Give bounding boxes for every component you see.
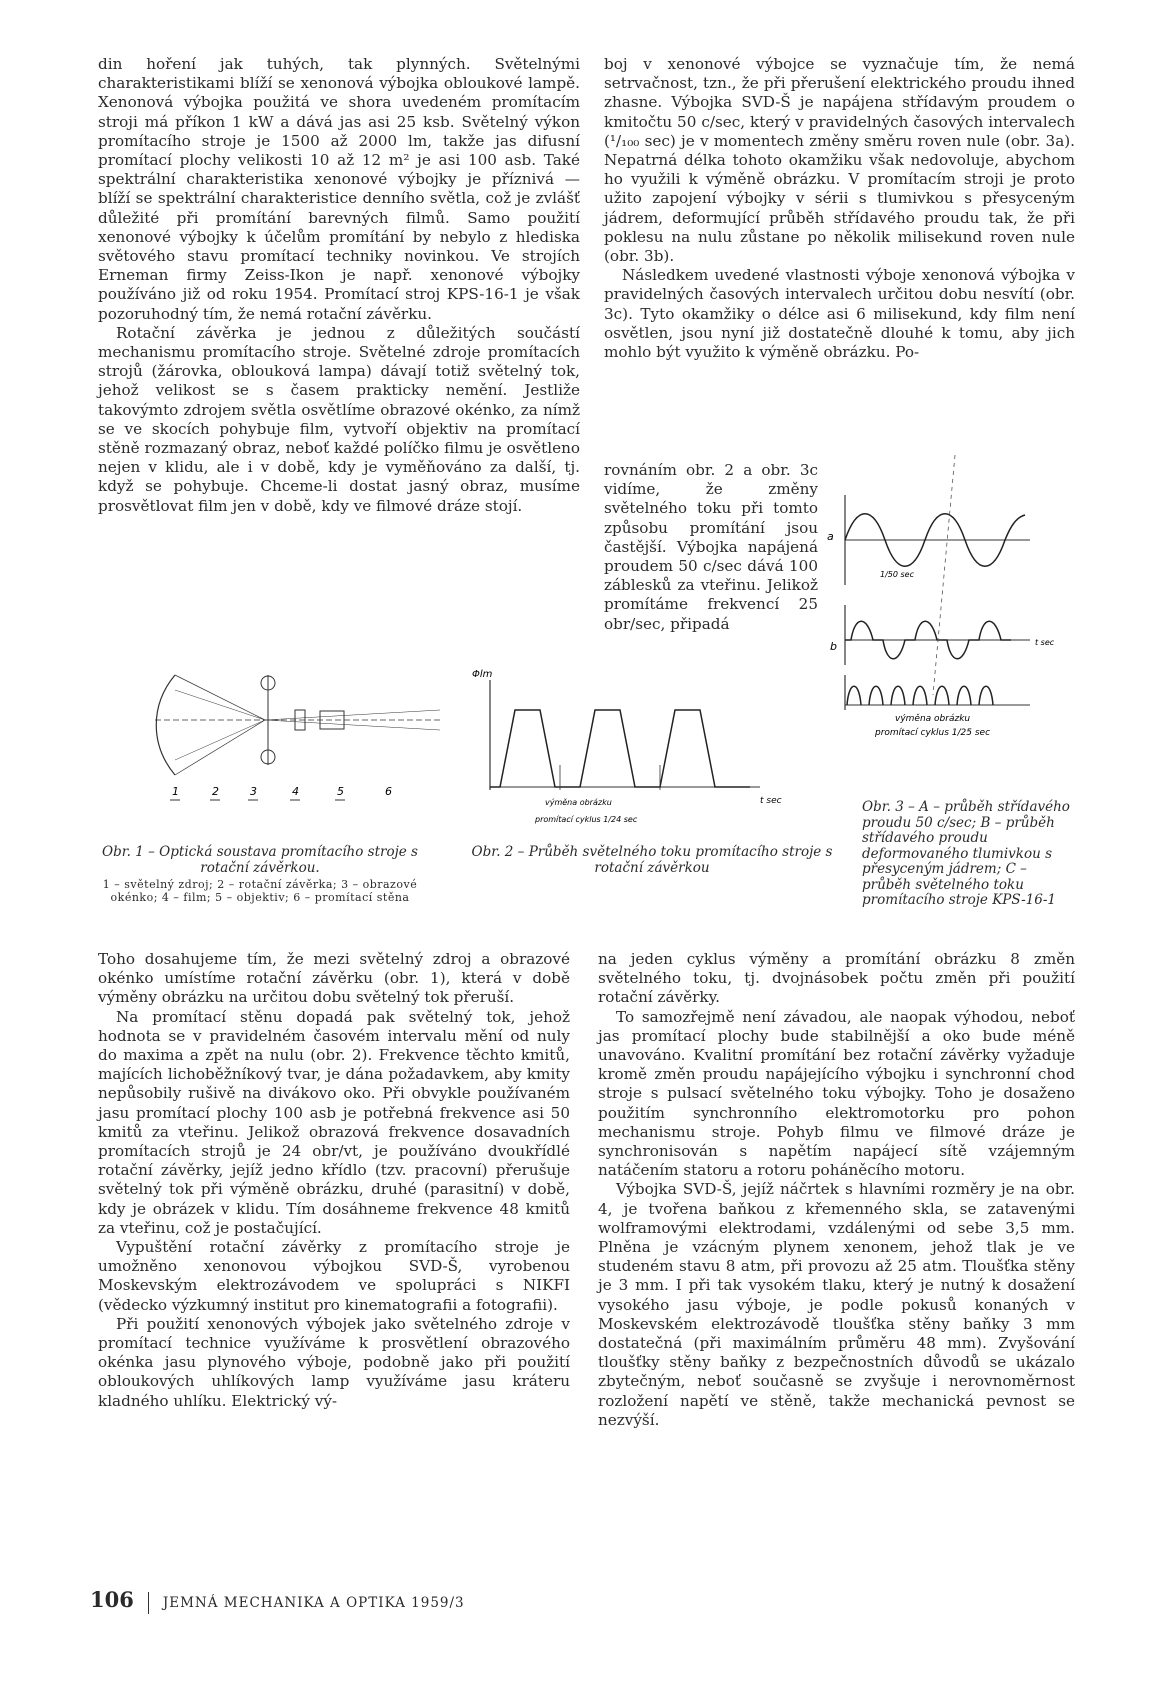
fig3-cycle-label: promítací cyklus 1/25 sec: [875, 728, 991, 738]
page-number: 106: [90, 1587, 134, 1612]
page-footer: [90, 1587, 465, 1614]
paragraph: rovnáním obr. 2 a obr. 3c vidíme, že změny světelného toku při tomto způsobu promítání jsou častější. Výbojka napájená proudem 50 c/sec dává 100 záblesků za vteřinu. Jelikož promítáme frekvencí 25 obr/sec, připadá: [604, 461, 818, 633]
fig1-label-6: 6: [385, 785, 392, 798]
fig1-label-2: 2: [212, 785, 219, 798]
fig3-change-label: výměna obrázku: [895, 714, 971, 724]
fig2-t-label: t sec: [760, 796, 782, 806]
figure-1-caption: Obr. 1 – Optická soustava promítacího stroje s rotační závěrkou.: [102, 844, 418, 876]
figure-1-diagram: [140, 665, 450, 825]
fig2-change-label: výměna obrázku: [545, 798, 612, 807]
figure-2-caption: Obr. 2 – Průběh světelného toku promítacího stroje s rotační závěrkou: [471, 844, 833, 876]
paragraph: Toho dosahujeme tím, že mezi světelný zdroj a obrazové okénko umístíme rotační závěrku (obr. 1), která v době výměny obrázku na určitou dobu světelný tok přeruší.: [98, 950, 570, 1007]
paragraph: Vypuštění rotační závěrky z promítacího stroje je umožněno xenonovou výbojkou SVD-Š, vyrobenou Moskevským elektrozávodem ve spolupráci s NIKFI (vědecko výzkumný institut pro kinematografii a fotografii).: [98, 1238, 570, 1314]
figure-3-diagram: [825, 455, 1075, 790]
paragraph: To samozřejmě není závadou, ale naopak výhodou, neboť jas promítací plochy bude stabilnější a oko bude méně unavováno. Kvalitní promítání bez rotační závěrky vyžaduje kromě změn proudu napájejícího výbojku i synchronní chod stroje s pulsací světelného toku výbojky. Toho je dosaženo použitím synchronního elektromotorku pro pohon mechanismu stroje. Pohyb filmu ve filmové dráze je synchronisován s napětím napájecí sítě vzájemným natáčením statoru a rotoru poháněcího motoru.: [598, 1007, 1075, 1180]
paragraph: na jeden cyklus výměny a promítání obrázku 8 změn světelného toku, tj. dvojnásobek počtu změn při použití rotační závěrky.: [598, 950, 1075, 1007]
paragraph: Při použití xenonových výbojek jako světelného zdroje v promítací technice využíváme k prosvětlení obrazového okénka jasu plynového výboje, podobně jako při použití obloukových uhlíkových lamp využíváme jasu kráteru kladného uhlíku. Elektrický vý-: [98, 1314, 570, 1410]
fig1-label-5: 5: [337, 785, 344, 798]
paragraph: boj v xenonové výbojce se vyznačuje tím, že nemá setrvačnost, tzn., že při přerušení elektrického proudu ihned zhasne. Výbojka SVD-Š je napájena střídavým proudem o kmitočtu 50 c/sec, který v pravidelných časových intervalech (¹/₁₀₀ sec) je v momentech změny směru roven nule (obr. 3a). Nepatrná délka tohoto okamžiku však nedovoluje, abychom ho využili k výměně obrázku. V promítacím stroji je proto užito zapojení výbojky v sérii s tlumivkou s přesyceným jádrem, deformující průběh střídavého proudu tak, že při poklesu na nulu zůstane po několik milisekund roven nule (obr. 3b).: [604, 55, 1075, 266]
paragraph: Následkem uvedené vlastnosti výboje xenonová výbojka v pravidelných časových intervalech určitou dobu nesvítí (obr. 3c). Tyto okamžiky o délce asi 6 milisekund, kdy film není osvětlen, jsou nyní již dostatečně dlouhé k tomu, aby jich mohlo být využito k výměně obrázku. Po-: [604, 266, 1075, 362]
text-column-bottom-right: [598, 950, 1075, 1430]
figure-2-diagram: [460, 665, 800, 830]
text-column-top-right: [604, 55, 1075, 362]
fig1-label-1: 1: [172, 785, 179, 798]
text-column-top-left: [98, 55, 580, 516]
footer-divider: [148, 1592, 149, 1614]
fig3-period-label: 1/50 sec: [880, 570, 914, 579]
fig1-label-3: 3: [250, 785, 257, 798]
paragraph: Výbojka SVD-Š, jejíž náčrtek s hlavními rozměry je na obr. 4, je tvořena baňkou z křemenného skla, se zatavenými wolframovými elektrodami, vzdálenými od sebe 3,5 mm. Plněna je vzácným plynem xenonem, jehož tlak je ve studeném stavu 8 atm, při provozu až 25 atm. Tloušťka stěny je 3 mm. I při tak vysokém tlaku, který je nutný k dosažení vysokého jasu výboje, je podle pokusů konaných v Moskevském elektrozávodě tloušťka stěny baňky 3 mm dostatečná (při maximálním průměru 48 mm). Zvyšování tloušťky stěny baňky z bezpečnostních důvodů se ukázalo zbytečným, neboť současně se zvyšuje i nerovnoměrnost rozložení napětí ve stěně, takže mechanická pevnost se nezvýší.: [598, 1180, 1075, 1429]
text-column-top-right-narrow: [604, 461, 818, 634]
fig2-y-label: Φlm: [472, 669, 493, 680]
figure-3-caption: Obr. 3 – A – průběh střídavého proudu 50 c/sec; B – průběh střídavého proudu deformovaného tlumivkou s přesyceným jádrem; C – průběh světelného toku promítacího stroje KPS-16-1: [862, 799, 1070, 908]
journal-title: JEMNÁ MECHANIKA A OPTIKA 1959/3: [162, 1595, 465, 1611]
fig3-label-b: b: [830, 640, 837, 653]
paragraph: Na promítací stěnu dopadá pak světelný tok, jehož hodnota se v pravidelném časovém intervalu mění od nuly do maxima a zpět na nulu (obr. 2). Frekvence těchto kmitů, majících lichoběžníkový tvar, je dána požadavkem, aby kmity nepůsobily rušivě na divákovo oko. Při obvykle používaném jasu promítací plochy 100 asb je potřebná frekvence asi 50 kmitů za vteřinu. Jelikož obrazová frekvence dosavadních promítacích strojů je 24 obr/vt, je používáno dvoukřídlé rotační závěrky, jejíž jedno křídlo (tzv. pracovní) přerušuje světelný tok při výměně obrázku, druhé (parasitní) v době, kdy je obrázek v klidu. Tím dosáhneme frekvence 48 kmitů za vteřinu, což je postačující.: [98, 1007, 570, 1237]
fig3-t-label: t sec: [1035, 638, 1055, 647]
fig3-label-a: a: [827, 530, 834, 543]
figure-1-legend: 1 – světelný zdroj; 2 – rotační závěrka; 3 – obrazové okénko; 4 – film; 5 – objektiv; 6 – promítací stěna: [102, 878, 418, 904]
fig1-label-4: 4: [292, 785, 299, 798]
paragraph: Rotační závěrka je jednou z důležitých součástí mechanismu promítacího stroje. Světelné zdroje promítacích strojů (žárovka, oblouková lampa) dávají totiž světelný tok, jehož velikost se s časem prakticky nemění. Jestliže takovýmto zdrojem světla osvětlíme obrazové okénko, za nímž se ve skocích pohybuje film, vytvoří objektiv na promítací stěně rozmazaný obraz, neboť každé políčko filmu je osvětleno nejen v klidu, ale i v době, kdy je vyměňováno za další, tj. když se pohybuje. Chceme-li dostat jasný obraz, musíme prosvětlovat film jen v době, kdy ve filmové dráze stojí.: [98, 323, 580, 515]
paragraph: din hoření jak tuhých, tak plynných. Světelnými charakteristikami blíží se xenonová výbojka obloukové lampě. Xenonová výbojka použitá ve shora uvedeném promítacím stroji má příkon 1 kW a dává jas asi 25 ksb. Světelný výkon promítacího stroje je 1500 až 2000 lm, takže jas difusní promítací plochy velikosti 10 až 12 m² je asi 100 asb. Také spektrální charakteristika xenonové výbojky je příznivá — blíží se spektrální charakteristice denního světla, což je zvlášť důležité při promítání barevných filmů. Samo použití xenonové výbojky k účelům promítání by nebylo z hlediska světového stavu promítací techniky novinkou. Ve strojích Erneman firmy Zeiss-Ikon je např. xenonové výbojky používáno již od roku 1954. Promítací stroj KPS-16-1 je však pozoruhodný tím, že nemá rotační závěrku.: [98, 55, 580, 323]
text-column-bottom-left: [98, 950, 570, 1411]
fig2-cycle-label: promítací cyklus 1/24 sec: [535, 815, 638, 824]
